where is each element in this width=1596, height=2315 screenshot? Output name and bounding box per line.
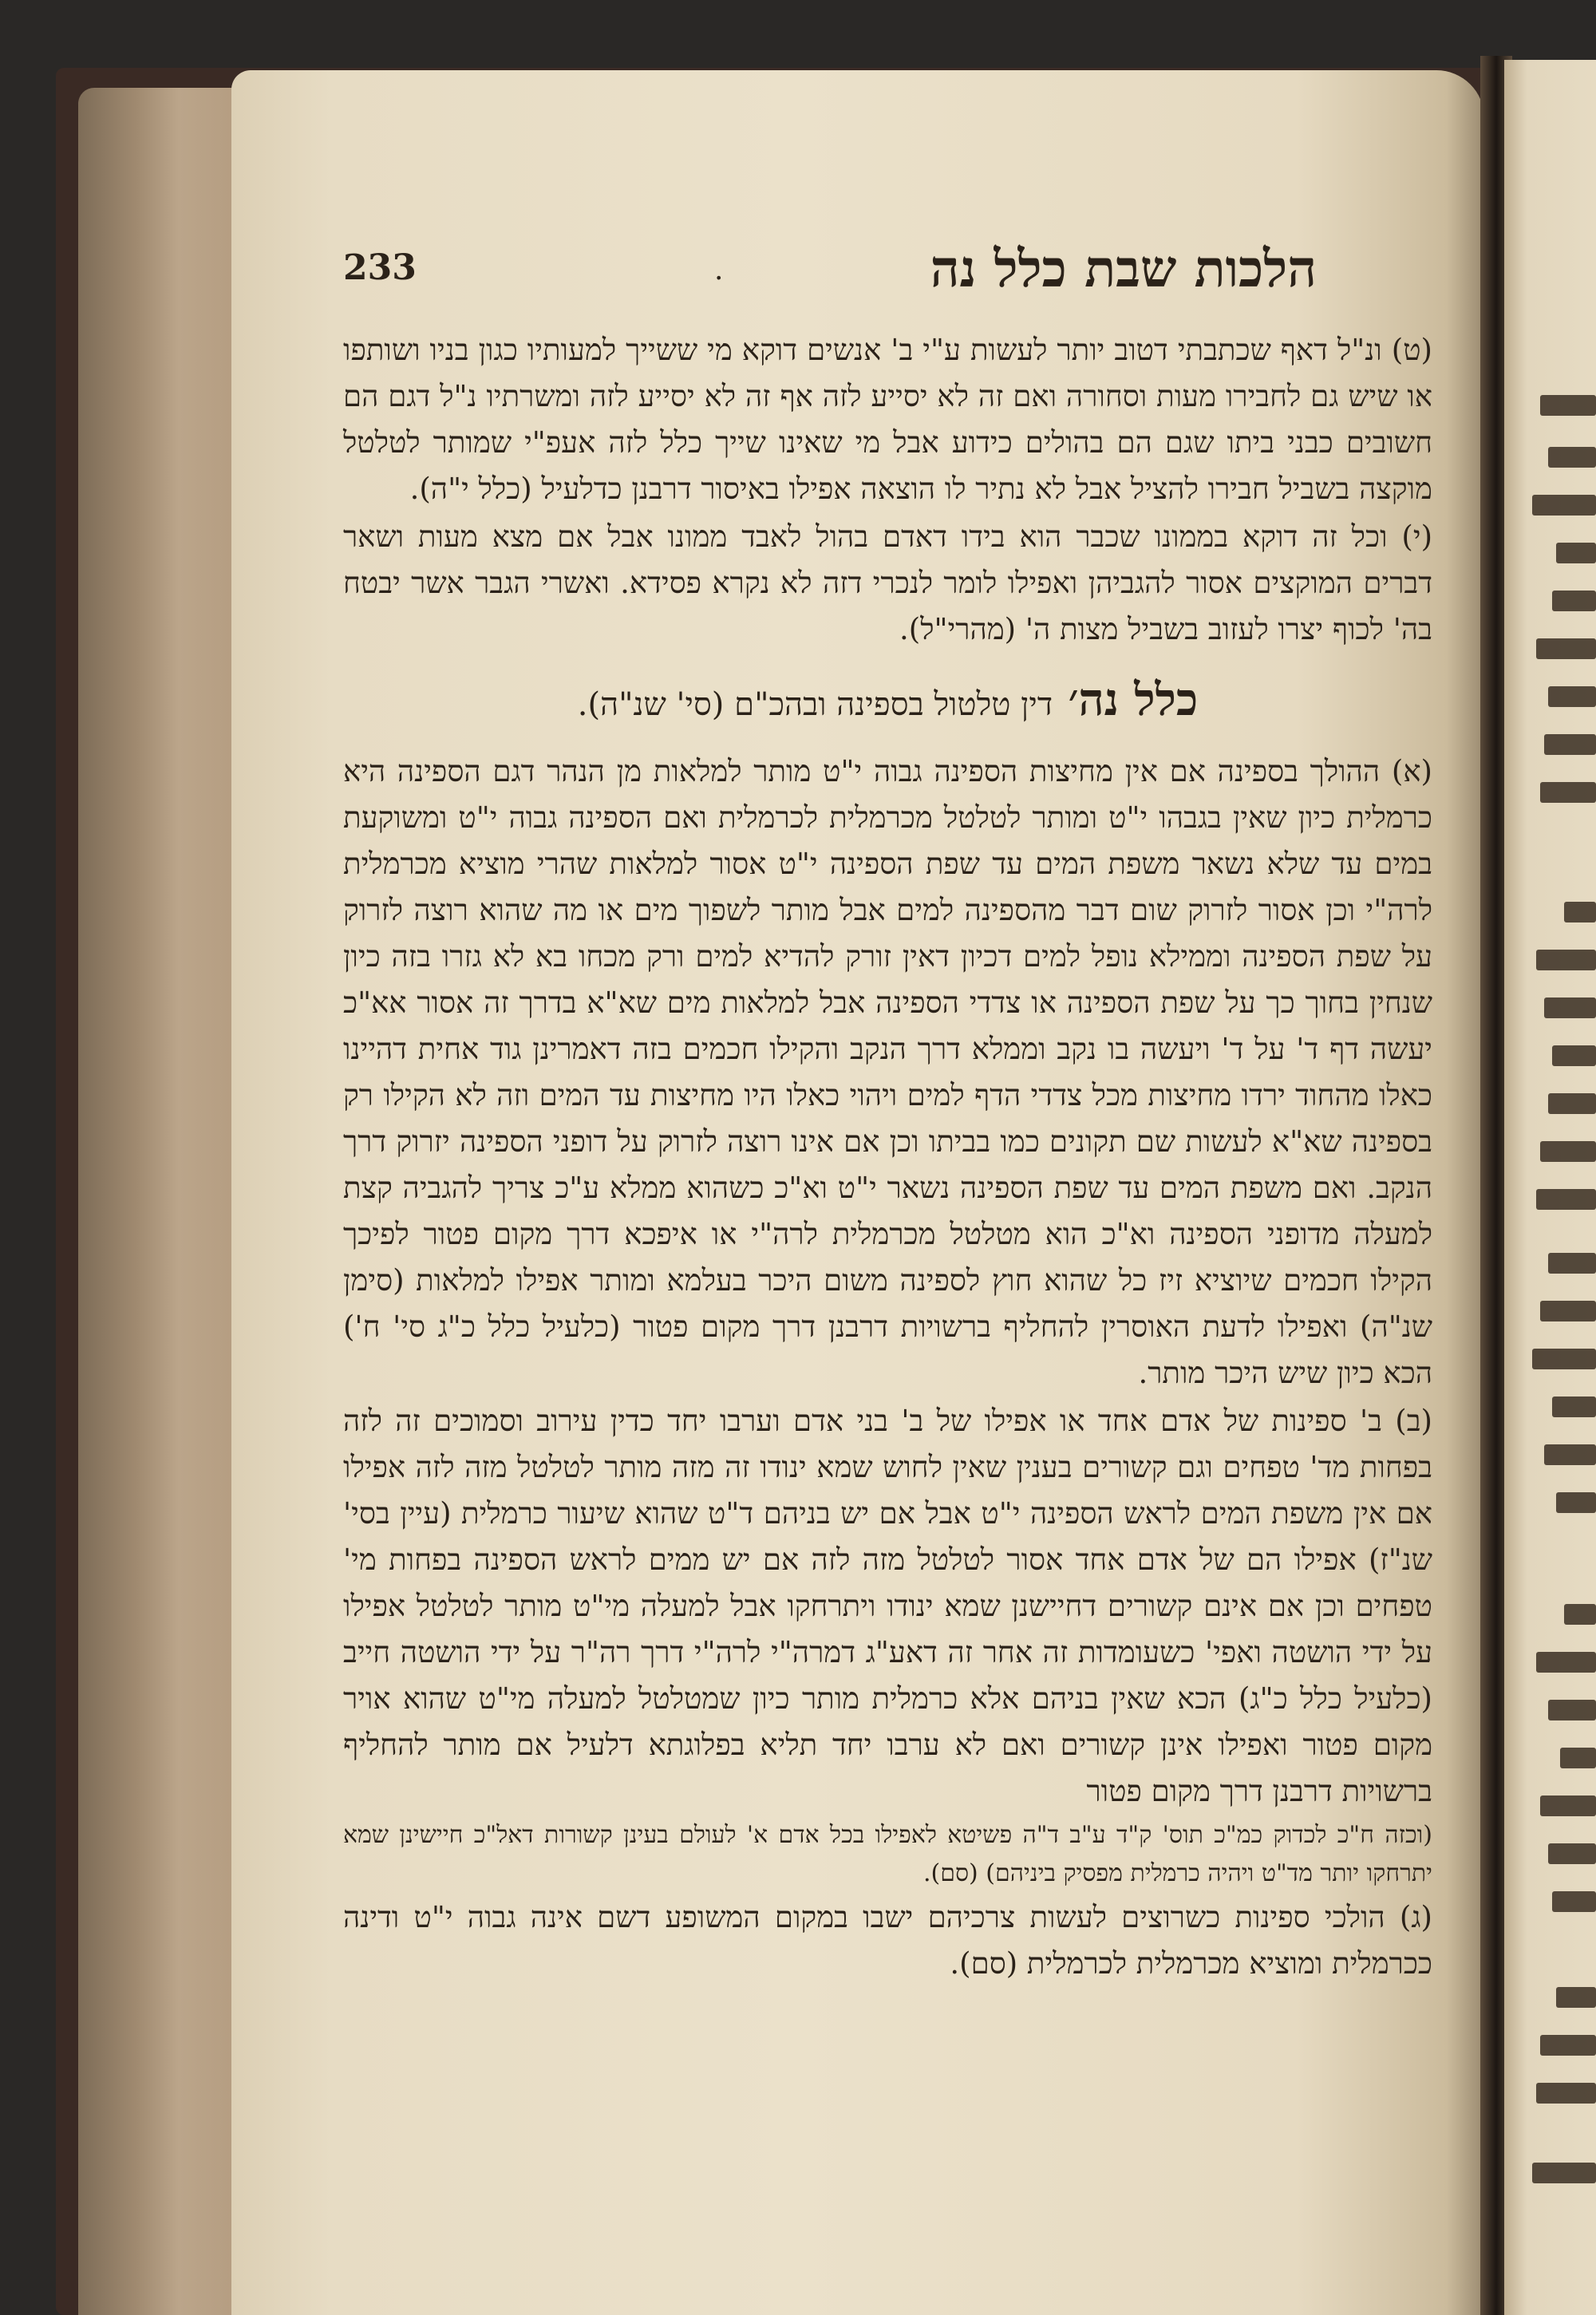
- paragraph: (י) וכל זה דוקא בממונו שכבר הוא בידו דאדם בהול לאבד ממונו אבל אם מצא מעות ושאר דברים המוקצים אסור להגביהן ואפילו לומר לנכרי דזה לא נקרא פסידא. ואשרי הגבר אשר יבטח בה' לכוף יצרו לעזוב בשביל מצות ה' (מהרי"ל).: [343, 519, 1432, 646]
- adjacent-text-line: [1536, 2083, 1596, 2104]
- adjacent-text-line: [1548, 686, 1596, 707]
- adjacent-page-fragment: [1504, 60, 1596, 2315]
- adjacent-text-line: [1552, 591, 1596, 611]
- adjacent-text-line: [1544, 734, 1596, 755]
- page-stack-edge: [78, 88, 246, 2315]
- page-header: [343, 239, 1428, 311]
- adjacent-text-line: [1552, 1045, 1596, 1066]
- adjacent-text-line: [1532, 2163, 1596, 2183]
- adjacent-text-line: [1540, 395, 1596, 416]
- page-number: 233: [343, 247, 417, 288]
- chapter-title: כלל נה׳: [1068, 674, 1199, 726]
- adjacent-text-line: [1536, 1652, 1596, 1673]
- adjacent-text-line: [1548, 1253, 1596, 1274]
- paragraph: (ג) הולכי ספינות כשרוצים לעשות צרכיהם ישבו במקום המשופע דשם אינה גבוה י"ט ודינה ככרמלית ומוציא מכרמלית לכרמלית (סם).: [343, 1900, 1432, 1981]
- adjacent-text-line: [1552, 1397, 1596, 1417]
- adjacent-text-line: [1548, 1700, 1596, 1720]
- adjacent-text-line: [1532, 495, 1596, 516]
- adjacent-text-line: [1536, 638, 1596, 659]
- main-text: [343, 327, 1432, 1989]
- adjacent-text-line: [1540, 1301, 1596, 1321]
- adjacent-text-line: [1536, 950, 1596, 970]
- chapter-subtitle: דין טלטול בספינה ובהכ"ם (סי' שנ"ה).: [577, 686, 1053, 723]
- adjacent-text-line: [1532, 1349, 1596, 1369]
- paragraph: (ב) ב' ספינות של אדם אחד או אפילו של ב' בני אדם וערבו יחד כדין עירוב וסמוכים זה לזה בפחות מד' טפחים וגם קשורים בענין שאין לחוש שמא ינודו זה מזה מותר לטלטל מזה לזה אפילו אם אין משפת המים לראש הספינה י"ט אבל אם יש בניהם ד"ט שהוא שיעור כרמלית (עיין בסי' שנ"ז) אפילו הם של אדם אחד אסור לטלטל מזה לזה אם יש ממים לראש הספינה בפחות מי' טפחים וכן אם אינם קשורים דחיישנן שמא ינודו ויתרחקו אבל למעלה מי"ט מותר לטלטל אפילו על ידי הושטה ואפי' כשעומדות זה אחר זה דאע"ג דמרה"י לרה"י דרך רה"ר על ידי הושטה חייב (כלעיל כלל כ"ג) הכא שאין בניהם אלא כרמלית מותר כיון שמטלטל למעלה מי"ט שהוא אויר מקום פטור ואפילו אינן קשורים ואם לא ערבו יחד תליא בפלוגתא דלעיל אם מותר להחליף ברשויות דרבנן דרך מקום פטור: [343, 1404, 1432, 1808]
- adjacent-text-line: [1560, 1748, 1596, 1768]
- adjacent-text-line: [1556, 1987, 1596, 2008]
- adjacent-text-line: [1548, 447, 1596, 468]
- adjacent-text-line: [1556, 543, 1596, 563]
- adjacent-text-line: [1540, 782, 1596, 803]
- adjacent-text-line: [1540, 1141, 1596, 1162]
- adjacent-text-line: [1548, 1843, 1596, 1864]
- adjacent-text-line: [1544, 998, 1596, 1018]
- adjacent-text-line: [1540, 2035, 1596, 2056]
- header-dot: .: [714, 254, 724, 286]
- chapter-heading: [343, 664, 1432, 741]
- adjacent-text-line: [1544, 1444, 1596, 1465]
- paragraph: (ט) ונ"ל דאף שכתבתי דטוב יותר לעשות ע"י ב' אנשים דוקא מי ששייך למעותיו כגון בניו ושותפו או שיש גם לחבירו מעות וסחורה ואם זה לא יסייע לזה אף זה לא יסייע לזה ומשרתיו נ"ל דגם הם חשובים כבני ביתו שגם הם בהולים כידוע אבל מי שאינו שייך כלל לזה אעפ"י שמותר לטלטל מוקצה בשביל חבירו להציל אבל לא נתיר לו הוצאה אפילו באיסור דרבנן כדלעיל (כלל י"ה).: [343, 333, 1432, 506]
- adjacent-text-line: [1540, 1796, 1596, 1816]
- adjacent-text-line: [1548, 1093, 1596, 1114]
- small-print-note: (וכזה ח"כ לכדוק כמ"כ תוס' ק"ד ע"ב ד"ה פשיטא לאפילו בכל אדם א' לעולם בעינן קשורות דאל"כ חיישינן שמא יתרחקו יותר מד"ט ויהיה כרמלית מפסיק ביניהם) (סם).: [343, 1821, 1432, 1887]
- adjacent-text-line: [1556, 1492, 1596, 1513]
- paragraph: (א) ההולך בספינה אם אין מחיצות הספינה גבוה י"ט מותר למלאות מן הנהר דגם הספינה היא כרמלית כיון שאין בגבהו י"ט ומותר לטלטל מכרמלית לכרמלית ואם הספינה גבוה י"ט ומשוקעת במים עד שלא נשאר משפת המים עד שפת הספינה י"ט אסור למלאות שהרי מוציא מכרמלית לרה"י וכן אסור לזרוק שום דבר מהספינה למים אבל מותר לשפוך מים או מה שהוא רוצה לזרוק על שפת הספינה וממילא נופל למים דכיון דאין זורק להדיא למים ורק מכחו בא לא גזרו בזה כיון שנחין בחוך כך על שפת הספינה או צדדי הספינה אבל למלאות מים שא"א בדרך זה אסור אא"כ יעשה דף ד' על ד' ויעשה בו נקב וממלא דרך הנקב והקילו חכמים בזה דאמרינן גוד אחית דהיינו כאלו מהחוד ירדו מחיצות מכל צדדי הדף למים ויהוי כאלו היו מחיצות עד המים וזה לא הקילו רק בספינה שא"א לעשות שם תקונים כמו בביתו וכן אם אינו רוצה לזרוק על דופני הספינה יזרוק דרך הנקב. ואם משפת המים עד שפת הספינה נשאר י"ט וא"כ כשהוא ממלא ע"כ צריך להגביה קצת למעלה מדופני הספינה וא"כ הוא מטלטל מכרמלית לרה"י או איפכא דרך מקום פטור לפיכך הקילו חכמים שיוציא זיז כל שהוא חוץ לספינה משום היכר בעלמא ומותר אפילו למלאות (סימן שנ"ה) ואפילו לדעת האוסרין להחליף ברשויות דרבנן דרך מקום פטור (כלעיל כלל כ"ג סי' ח') הכא כיון שיש היכר מותר.: [343, 754, 1432, 1390]
- adjacent-text-line: [1564, 1604, 1596, 1625]
- adjacent-text-line: [1536, 1189, 1596, 1210]
- adjacent-text-line: [1552, 1891, 1596, 1912]
- adjacent-text-line: [1564, 902, 1596, 922]
- running-title: הלכות שבת כלל נה: [930, 239, 1317, 299]
